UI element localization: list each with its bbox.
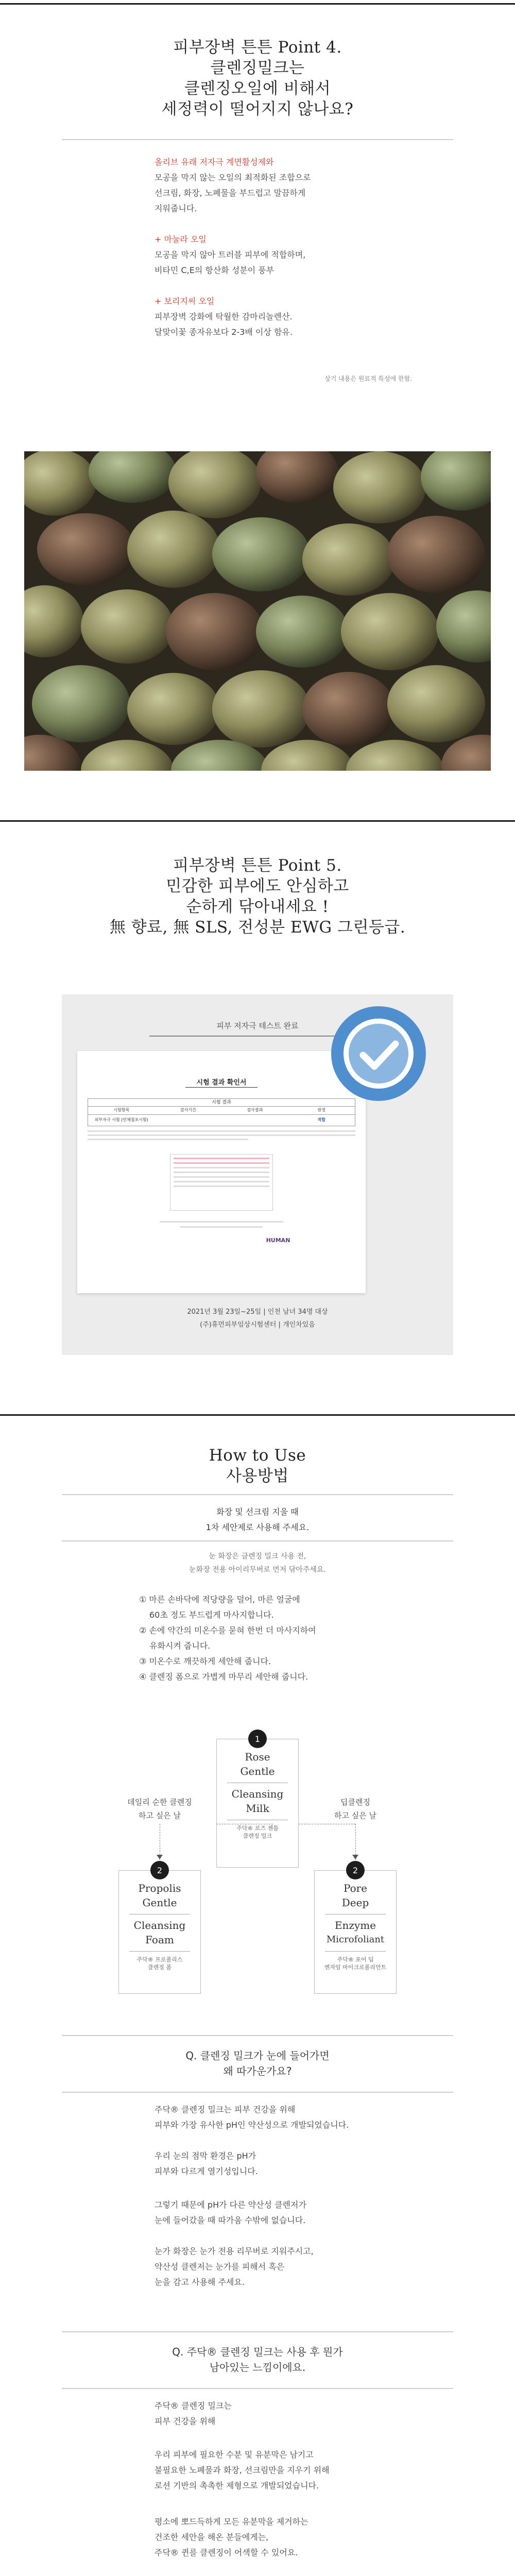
daily-cleansing-label [103, 1795, 216, 1822]
qa1-answer-block [154, 2197, 397, 2228]
intro-line: 화장 및 선크림 지울 때 [216, 1507, 299, 1517]
card-title-line: Rose [245, 1751, 270, 1763]
divider [62, 1540, 453, 1541]
test-certificate-panel [62, 994, 453, 1355]
answer-line: 눈에 들어갔을 때 따가움 수밖에 없습니다. [154, 2215, 306, 2225]
point4-title-line: 클렌징오일에 비해서 [184, 79, 331, 98]
test-caption-line: 2021년 3월 23일~25일 | 인천 남녀 34명 대상 [187, 1308, 328, 1316]
intro-line: 지워줍니다. [154, 204, 197, 213]
answer-line: 주닥® 클렌징 밀크는 [154, 2401, 232, 2411]
certificate-row [88, 1115, 355, 1126]
card-sub-line: 엔자임 마이크로폴리언트 [324, 1964, 387, 1971]
point4-title-line: 세정력이 떨어지지 않나요? [161, 100, 354, 118]
how-to-title-en: How to Use [209, 1446, 306, 1465]
divider [62, 2331, 453, 2332]
certificate-document [77, 1051, 366, 1293]
caution-line: 눈 화장은 클렌징 밀크 사용 전, [209, 1552, 306, 1561]
certificate-footer-line [180, 1226, 263, 1228]
olive-oil-line: 비타민 C,E의 항산화 성분이 풍부 [154, 265, 274, 275]
point5-title-line: 순하게 닦아내세요 ! [186, 897, 329, 916]
card-title-line: Pore [343, 1882, 368, 1894]
step-line: ④ 클렌징 폼으로 가볍게 마무리 세안해 줍니다. [139, 1672, 308, 1682]
answer-line: 건조한 세안을 해온 분들에게는, [154, 2532, 269, 2542]
divider [62, 139, 453, 140]
card-pore-enzyme-microfoliant [314, 1870, 397, 1994]
certificate-body-text [88, 1130, 355, 1146]
answer-line: 그렇기 때문에 pH가 다른 약산성 클렌저가 [154, 2200, 306, 2210]
olive-oil-title: + 마눌라 오일 [154, 234, 207, 244]
intro-line: 올리브 유래 저자극 계면활성제와 [154, 157, 274, 167]
step-line: 60초 정도 부드럽게 마사지합니다. [149, 1610, 274, 1620]
olive-oil-line: 모공을 막지 않아 트러블 피부에 적합하며, [154, 250, 306, 260]
certificate-columns [88, 1107, 355, 1115]
answer-line: 피부 건강을 위해 [154, 2416, 216, 2426]
answer-line: 로션 기반의 촉촉한 제형으로 개발되었습니다. [154, 2481, 319, 2490]
card-sub-line: 주닥® 포어 딥 [337, 1956, 374, 1963]
dermatologically-tested-badge [330, 1005, 427, 1103]
card-divider [325, 1951, 386, 1952]
label-line: 딥클렌징 [340, 1798, 370, 1807]
point4-title-line: 클렌징밀크는 [210, 59, 305, 77]
card-title-line: Enzyme [334, 1919, 376, 1931]
question-line: Q. 주닥® 클렌징 밀크는 사용 후 뭔가 [172, 2346, 343, 2358]
step-number-badge: 2 [150, 1861, 169, 1879]
label-line: 하고 싶은 날 [139, 1811, 181, 1820]
card-sub-line: 주닥® 로즈 젠틀 [236, 1825, 279, 1832]
card-title-line: Cleansing [231, 1788, 284, 1800]
card-title-line: Gentle [240, 1765, 275, 1777]
step-number-badge: 1 [248, 1730, 267, 1748]
intro-line: 모공을 막지 않는 오일의 최적화된 조합으로 [154, 173, 311, 182]
answer-line: 주닥® 클렌징 밀크는 피부 건강을 위해 [154, 2105, 296, 2114]
eye-makeup-caution [0, 1550, 515, 1577]
how-to-title-ko: 사용방법 [226, 1467, 289, 1485]
step-number-badge: 2 [346, 1861, 365, 1879]
card-title-line: Cleansing [133, 1919, 186, 1931]
answer-line: 피부와 가장 유사한 pH인 약산성으로 개발되었습니다. [154, 2120, 349, 2130]
qa2-answer-block [154, 2514, 397, 2561]
borage-oil-line: 달맞이꽃 종자유보다 2-3배 이상 함유. [154, 327, 293, 337]
usage-steps [139, 1592, 386, 1685]
divider [62, 2035, 453, 2036]
olive-fruit-illustration [24, 451, 491, 771]
column-header: 검사기간 [180, 1108, 196, 1112]
divider-top [0, 3, 515, 5]
answer-line: 불필요한 노폐물과 화장, 선크림만을 지우기 위해 [154, 2465, 330, 2475]
card-sub-line: 주닥® 프로폴리스 [136, 1956, 183, 1963]
certificate-footer-line [160, 1221, 283, 1223]
olive-fruit-photo [24, 451, 491, 771]
divider [0, 820, 515, 822]
card-propolis-cleansing-foam [118, 1870, 201, 1994]
step-line: 유화시켜 줍니다. [149, 1641, 211, 1651]
step-line: ① 마른 손바닥에 적당량을 덜어, 마른 얼굴에 [139, 1595, 300, 1604]
borage-oil-line: 피부장벽 강화에 탁월한 감마리놀렌산. [154, 312, 293, 321]
answer-line: 주닥® 퀸를 클렌징이 어색할 수 있어요. [154, 2548, 298, 2557]
answer-line: 우리 눈의 점막 환경은 pH가 [154, 2151, 256, 2161]
answer-line: 우리 피부에 필요한 수분 및 유분막은 남기고 [154, 2450, 314, 2460]
label-line: 데일리 순한 클렌징 [127, 1798, 192, 1807]
intro-line: 선크림, 화장, 노폐물을 부드럽고 말끔하게 [154, 188, 306, 198]
point5-title-line: 피부장벽 튼튼 Point 5. [173, 856, 342, 875]
question-line: 남아있는 느낌이에요. [209, 2361, 306, 2374]
certificate-title-rule [185, 1087, 258, 1088]
point5-title-line: 민감한 피부에도 안심하고 [166, 877, 349, 895]
cell: 피부자극 시험 (인체첩포시험) [94, 1117, 148, 1122]
badge-check-icon [330, 1005, 427, 1103]
olive-oil-info [154, 232, 412, 278]
card-sub-line: 클렌징 밀크 [243, 1833, 272, 1839]
point5-title-line: 無 향료, 無 SLS, 전성분 EWG 그린등급. [109, 918, 406, 937]
question-line: 왜 따가운가요? [223, 2065, 292, 2077]
certificate-table-header: 시험 결과 [88, 1098, 355, 1107]
qa2-answer-block [154, 2447, 397, 2494]
column-header: 시험항목 [113, 1108, 130, 1112]
card-sub-line: 클렌징 폼 [147, 1964, 171, 1971]
divider [62, 2092, 453, 2093]
qa1-answer-block [154, 2148, 397, 2179]
borage-oil-title: + 보리지씨 오일 [154, 296, 215, 306]
answer-line: 피부와 다르게 열기성입니다. [154, 2166, 258, 2176]
card-title-line: Gentle [142, 1896, 177, 1909]
answer-line: 눈가 화장은 눈가 전용 리무버로 지워주시고, [154, 2246, 314, 2256]
cell [221, 1115, 288, 1126]
photo-disclaimer: 상기 내용은 원료적 특성에 한함. [324, 375, 412, 382]
certificate-title: 시험 결과 확인서 [196, 1079, 247, 1087]
card-title-line: Microfoliant [326, 1934, 385, 1945]
card-title-line: Propolis [138, 1882, 181, 1894]
question-line: Q. 클렌징 밀크가 눈에 들어가면 [185, 2049, 330, 2062]
test-banner: 피부 저자극 테스트 완료 [216, 1021, 299, 1030]
qa2-answer-block [154, 2398, 397, 2429]
point4-intro [154, 155, 412, 216]
clinic-logo: HUMAN [266, 1237, 290, 1244]
intro-line: 1차 세안제로 사용해 주세요. [205, 1522, 310, 1532]
step-line: ② 손에 약간의 미온수를 묻혀 한번 더 마사지하여 [139, 1625, 316, 1635]
arrow-down-icon [157, 1855, 163, 1859]
answer-line: 평소에 뽀드득하게 모든 유분막을 제거하는 [154, 2517, 308, 2527]
label-line: 하고 싶은 날 [334, 1811, 376, 1820]
borage-oil-info [154, 294, 412, 340]
certificate-data-table [170, 1154, 273, 1211]
test-caption-line: (주)휴먼피부임상시험센터 | 개인차있음 [200, 1321, 315, 1329]
answer-line: 약산성 클렌저는 눈가를 피해서 혹은 [154, 2262, 285, 2272]
divider [62, 2388, 453, 2389]
answer-line: 눈을 감고 사용해 주세요. [154, 2277, 245, 2287]
column-header: 판정 [317, 1108, 325, 1112]
card-title-line: Milk [246, 1802, 269, 1815]
how-to-intro [0, 1504, 515, 1535]
cell [155, 1115, 222, 1126]
card-title-line: Foam [145, 1934, 174, 1946]
cell-result: 적합 [317, 1117, 325, 1122]
step-line: ③ 미온수로 깨끗하게 세안해 줍니다. [139, 1656, 271, 1666]
card-title-line: Deep [341, 1896, 369, 1909]
card-rose-cleansing-milk [216, 1739, 299, 1868]
arrow-down-icon [352, 1855, 358, 1859]
column-header: 검사결과 [247, 1108, 263, 1112]
qa1-answer-block [154, 2102, 397, 2133]
divider [0, 1414, 515, 1416]
caution-line: 눈화장 전용 아이리무버로 먼저 닦아주세요. [189, 1566, 326, 1574]
point4-title-line: 피부장벽 튼튼 Point 4. [173, 38, 342, 57]
deep-cleansing-label [299, 1795, 412, 1822]
qa1-answer-block [154, 2244, 397, 2290]
card-divider [129, 1951, 190, 1952]
divider [62, 1494, 453, 1495]
